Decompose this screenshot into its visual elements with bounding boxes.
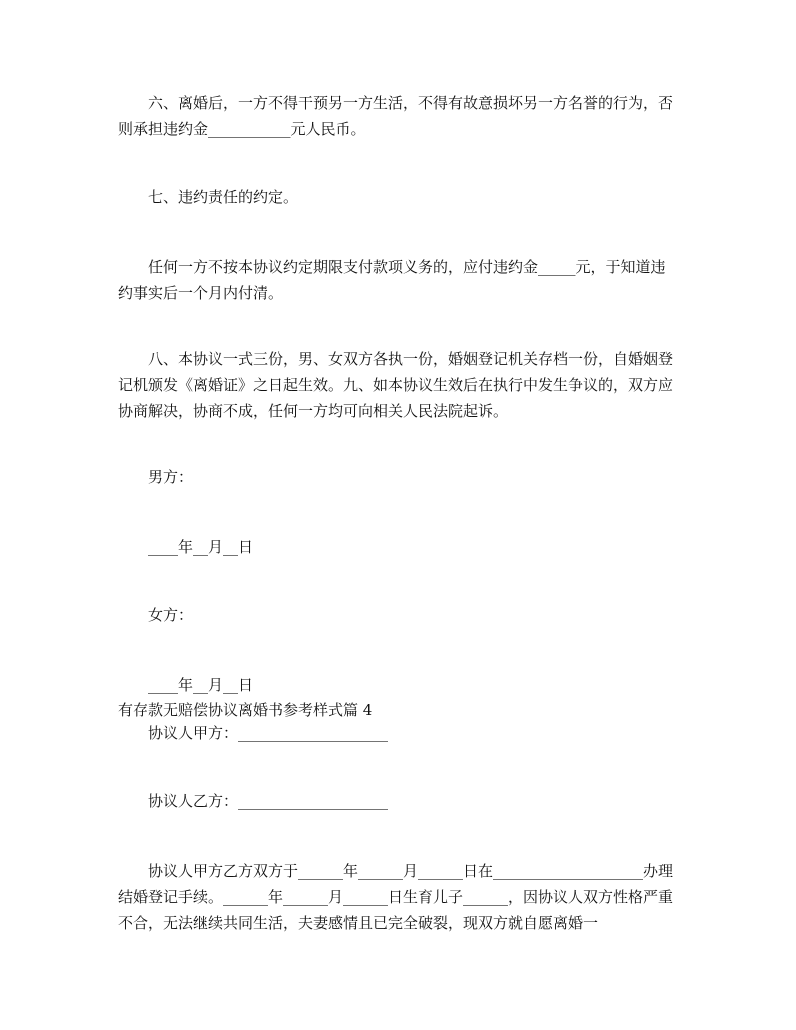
clause-seven-title: 七、违约责任的约定。 [148, 188, 299, 206]
female-signature-label: 女方： [148, 606, 194, 624]
male-signature-label: 男方： [148, 468, 194, 486]
party-b-line: 协议人乙方：____________________ [148, 792, 389, 810]
marriage-clause: 协议人甲方乙方双方于______年______月______日在____________________办理结婚登记手续。______年______月______日生育儿子______，因协议人双方性格严重不合，无法继续共同生活，夫妻感情且已完全破裂，现双方就自愿离婚一 [118, 862, 674, 932]
male-date-line: ____年__月__日 [148, 538, 254, 556]
party-a-line: 协议人甲方：____________________ [148, 724, 389, 742]
section-title: 有存款无赔偿协议离婚书参考样式篇 4 [118, 701, 373, 719]
female-date-line: ____年__月__日 [148, 676, 254, 694]
clause-seven-body: 任何一方不按本协议约定期限支付款项义务的，应付违约金_____元，于知道违约事实后一个月内付清。 [118, 258, 666, 302]
clause-six: 六、离婚后，一方不得干预另一方生活，不得有故意损坏另一方名誉的行为，否则承担违约金___________元人民币。 [118, 94, 674, 138]
clause-eight: 八、本协议一式三份，男、女双方各执一份，婚姻登记机关存档一份，自婚姻登记机颁发《离婚证》之日起生效。九、如本协议生效后在执行中发生争议的，双方应协商解决，协商不成，任何一方均可向相关人民法院起诉。 [118, 350, 674, 420]
